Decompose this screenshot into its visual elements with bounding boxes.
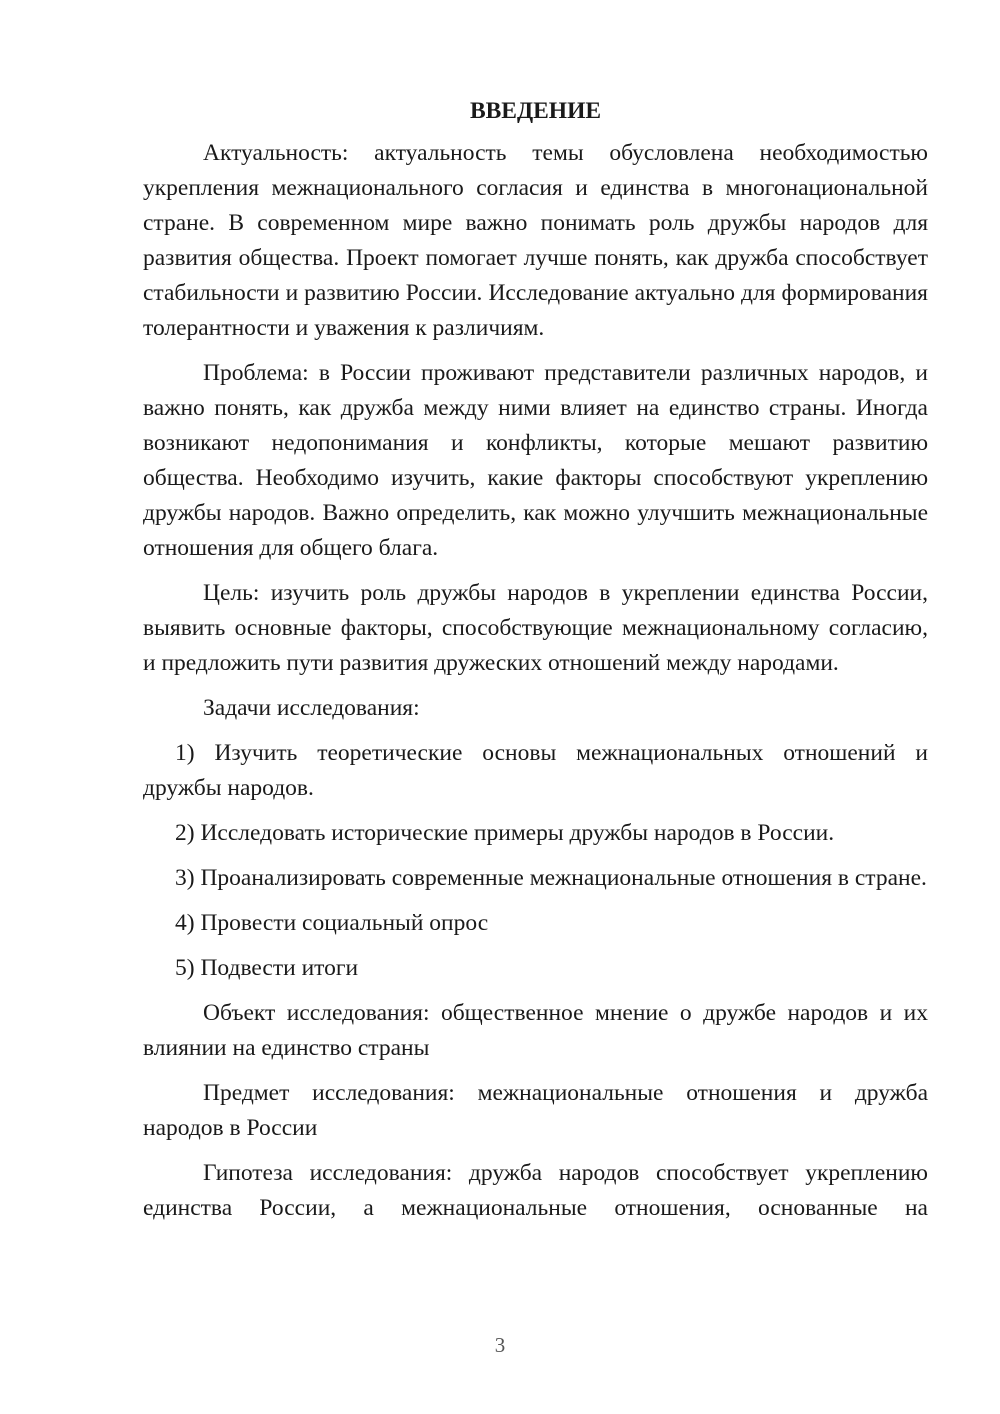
task-item-4: 4) Провести социальный опрос — [175, 910, 489, 936]
task-item-5: 5) Подвести итоги — [175, 955, 359, 981]
goal-paragraph: Цель: изучить роль дружбы народов в укреплении единства России, выявить основные факторы, способствующие межнациональному согласию, и предложить пути развития дружеских отношений между народами. — [143, 580, 928, 676]
object-paragraph: Объект исследования: общественное мнение о дружбе народов и их влиянии на единство страны — [143, 1000, 928, 1061]
tasks-heading: Задачи исследования: — [203, 695, 420, 721]
hypothesis-paragraph: Гипотеза исследования: дружба народов способствует укреплению единства России, а межнациональные отношения, основанные на — [143, 1160, 928, 1221]
task-item-3: 3) Проанализировать современные межнациональные отношения в стране. — [175, 865, 927, 891]
problem-paragraph: Проблема: в России проживают представители различных народов, и важно понять, как дружба между ними влияет на единство страны. Иногда возникают недопонимания и конфликты, которые мешают развитию общества. Необходимо изучить, какие факторы способствуют укреплению дружбы народов. Важно определить, как можно улучшить межнациональные отношения для общего блага. — [143, 360, 928, 561]
task-item-1: 1) Изучить теоретические основы межнациональных отношений и дружбы народов. — [143, 740, 928, 801]
subject-paragraph: Предмет исследования: межнациональные отношения и дружба народов в России — [143, 1080, 928, 1141]
page-number: 3 — [494, 1333, 506, 1357]
relevance-paragraph: Актуальность: актуальность темы обусловлена необходимостью укрепления межнационального согласия и единства в многонациональной стране. В современном мире важно понимать роль дружбы народов для развития общества. Проект помогает лучше понять, как дружба способствует стабильности и развитию России. Исследование актуально для формирования толерантности и уважения к различиям. — [143, 140, 928, 341]
section-title: ВВЕДЕНИЕ — [469, 98, 602, 124]
document-page — [143, 92, 928, 1236]
task-item-2: 2) Исследовать исторические примеры дружбы народов в России. — [175, 820, 835, 846]
